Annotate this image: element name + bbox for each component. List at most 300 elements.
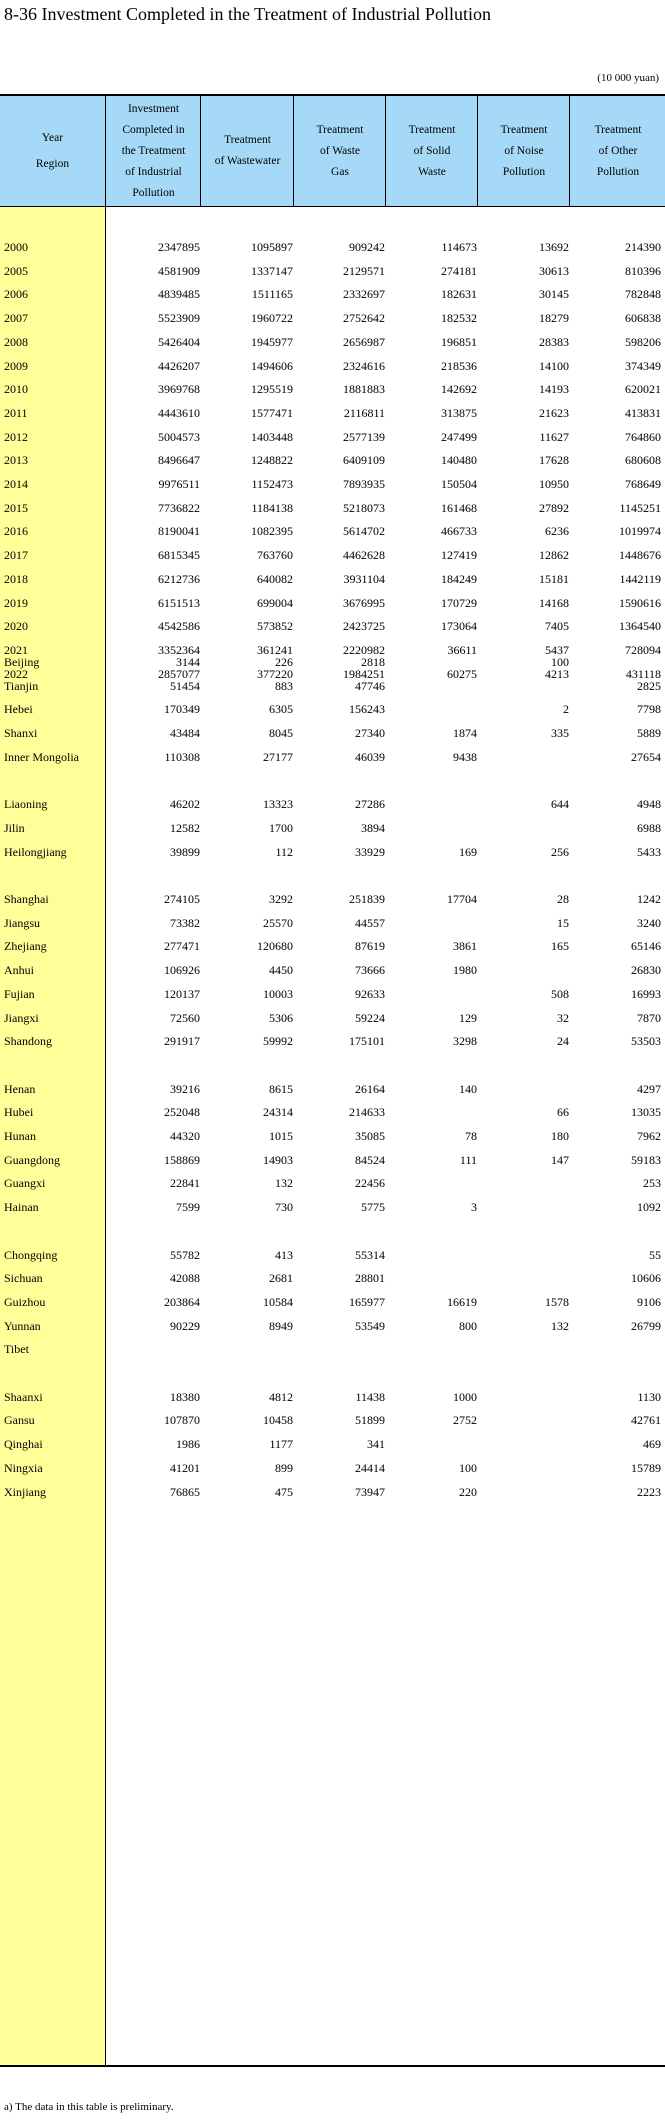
table-row [0, 1457, 665, 1481]
cell-wastewater: 120680 [257, 939, 293, 954]
cell-other: 55 [649, 1247, 661, 1262]
header-total-line: Completed in [122, 123, 185, 136]
cell-total: 9976511 [158, 477, 200, 491]
cell-waste-gas: 28801 [355, 1271, 385, 1286]
cell-wastewater: 1095897 [251, 240, 293, 254]
cell-total: 107870 [164, 1413, 200, 1428]
cell-solid-waste: 60275 [447, 666, 477, 681]
cell-solid-waste: 3298 [453, 1034, 477, 1049]
cell-solid-waste: 3861 [453, 939, 477, 954]
cell-solid-waste: 78 [465, 1129, 477, 1143]
cell-wastewater: 640082 [257, 571, 293, 586]
cell-total: 39899 [170, 844, 200, 859]
cell-waste-gas: 3931104 [343, 571, 385, 586]
cell-solid-waste: 142692 [441, 382, 477, 397]
cell-solid-waste: 140 [459, 1081, 477, 1096]
cell-total: 5523909 [158, 311, 200, 326]
cell-other: 782848 [625, 287, 661, 302]
cell-waste-gas: 22456 [355, 1176, 385, 1191]
cell-wastewater: 573852 [257, 619, 293, 634]
table-row [0, 841, 665, 865]
cell-wastewater: 1177 [269, 1437, 293, 1452]
row-label: Guizhou [4, 1294, 46, 1309]
row-label: 2000 [4, 240, 28, 254]
cell-solid-waste: 274181 [441, 263, 477, 278]
row-label: Xinjiang [4, 1484, 46, 1499]
cell-noise: 5437 [545, 642, 569, 657]
cell-noise: 18279 [539, 311, 569, 326]
cell-total: 5426404 [158, 334, 200, 349]
cell-solid-waste: 16619 [447, 1294, 477, 1309]
table-row [0, 1030, 665, 1054]
row-label: Hainan [4, 1200, 39, 1215]
unit-label: (10 000 yuan) [597, 72, 659, 84]
cell-other: 15789 [631, 1460, 661, 1475]
cell-wastewater: 1700 [269, 820, 293, 835]
cell-wastewater: 25570 [263, 915, 293, 930]
cell-total: 22841 [170, 1176, 200, 1191]
cell-total: 39216 [170, 1081, 200, 1096]
table-row [0, 1338, 665, 1362]
cell-total: 4443610 [158, 405, 200, 420]
table-row [0, 568, 665, 592]
table-row [0, 1315, 665, 1339]
cell-solid-waste: 129 [459, 1010, 477, 1025]
table-row [0, 675, 665, 699]
cell-waste-gas: 51899 [355, 1413, 385, 1428]
cell-waste-gas: 175101 [349, 1034, 385, 1049]
cell-total: 4426207 [158, 358, 200, 373]
cell-other: 253 [643, 1176, 661, 1191]
table-row [0, 307, 665, 331]
header-noise [477, 96, 570, 206]
cell-wastewater: 1403448 [251, 429, 293, 444]
cell-wastewater: 1248822 [251, 453, 293, 468]
row-label: 2011 [4, 405, 28, 420]
cell-other: 764860 [625, 429, 661, 444]
table-row [0, 520, 665, 544]
cell-other: 1130 [637, 1389, 661, 1404]
cell-solid-waste: 127419 [441, 548, 477, 563]
table-row [0, 426, 665, 450]
cell-waste-gas: 5614702 [343, 524, 385, 539]
cell-noise: 10950 [539, 477, 569, 491]
cell-wastewater: 8949 [269, 1318, 293, 1333]
cell-solid-waste: 313875 [441, 405, 477, 420]
cell-waste-gas: 27340 [355, 726, 385, 741]
cell-other: 26799 [631, 1318, 661, 1333]
cell-wastewater: 730 [275, 1200, 293, 1215]
cell-waste-gas: 5218073 [343, 500, 385, 515]
cell-wastewater: 5306 [269, 1010, 293, 1025]
cell-other: 5433 [637, 844, 661, 859]
row-label: Sichuan [4, 1271, 43, 1286]
cell-total: 55782 [170, 1247, 200, 1262]
cell-wastewater: 10584 [263, 1294, 293, 1309]
cell-waste-gas: 3894 [361, 820, 385, 835]
cell-total: 4839485 [158, 287, 200, 302]
row-label: 2015 [4, 500, 28, 515]
table-row [0, 331, 665, 355]
header-other [569, 96, 665, 206]
header-solid-waste-line: Waste [418, 165, 446, 178]
row-label: Zhejiang [4, 939, 47, 954]
cell-other: 59183 [631, 1152, 661, 1167]
cell-total: 44320 [170, 1129, 200, 1143]
cell-waste-gas: 5775 [361, 1200, 385, 1215]
table-row [0, 615, 665, 639]
cell-noise: 15 [557, 915, 569, 930]
cell-other: 2825 [637, 678, 661, 693]
header-year-region [0, 96, 105, 206]
cell-noise: 30145 [539, 287, 569, 302]
cell-total: 51454 [170, 678, 200, 693]
cell-solid-waste: 9438 [453, 749, 477, 764]
header-waste-gas-line: of Waste [319, 144, 361, 157]
cell-wastewater: 899 [275, 1460, 293, 1475]
row-label: Guangdong [4, 1152, 60, 1167]
cell-noise: 21623 [539, 405, 569, 420]
cell-noise: 32 [557, 1010, 569, 1025]
cell-wastewater: 475 [275, 1484, 293, 1499]
row-label: Hubei [4, 1105, 34, 1120]
cell-noise: 66 [557, 1105, 569, 1120]
header-waste-gas-line: Gas [331, 165, 349, 178]
cell-total: 73382 [170, 915, 200, 930]
table-row [0, 912, 665, 936]
cell-waste-gas: 11438 [355, 1389, 385, 1404]
header-noise-line: Pollution [502, 165, 546, 178]
row-label: 2013 [4, 453, 28, 468]
cell-noise: 4213 [545, 666, 569, 681]
table-title: 8-36 Investment Completed in the Treatment of Industrial Pollution [4, 4, 491, 24]
row-label: Shanxi [4, 726, 38, 741]
cell-wastewater: 3292 [269, 892, 293, 906]
cell-total: 203864 [164, 1294, 200, 1309]
table-bottom-rule [0, 2065, 665, 2067]
cell-noise: 256 [551, 844, 569, 859]
cell-waste-gas: 73666 [355, 963, 385, 978]
cell-wastewater: 10458 [263, 1413, 293, 1428]
table-row [0, 1196, 665, 1220]
cell-solid-waste: 1874 [453, 726, 477, 741]
cell-wastewater: 4812 [269, 1389, 293, 1404]
cell-solid-waste: 173064 [441, 619, 477, 634]
cell-waste-gas: 2752642 [343, 311, 385, 326]
cell-total: 6815345 [158, 548, 200, 563]
cell-noise: 1578 [545, 1294, 569, 1309]
table-row [0, 283, 665, 307]
table-row [0, 1409, 665, 1433]
header-noise-line: Treatment [500, 123, 548, 136]
cell-noise: 12862 [539, 548, 569, 563]
table-row [0, 1267, 665, 1291]
cell-noise: 2 [563, 702, 569, 717]
cell-noise: 508 [551, 986, 569, 1001]
table-row [0, 698, 665, 722]
footnote: a) The data in this table is preliminary. [4, 2101, 174, 2113]
cell-total: 3969768 [158, 382, 200, 397]
header-waste-gas-line: Treatment [316, 123, 364, 136]
cell-total: 7736822 [158, 500, 200, 515]
cell-total: 3144 [176, 655, 200, 669]
table-row [0, 1244, 665, 1268]
cell-total: 8496647 [158, 453, 200, 468]
cell-waste-gas: 44557 [355, 915, 385, 930]
cell-wastewater: 1511165 [251, 287, 293, 302]
row-label: Anhui [4, 963, 34, 978]
row-label: 2005 [4, 263, 28, 278]
cell-noise: 180 [551, 1129, 569, 1143]
cell-other: 680608 [625, 453, 661, 468]
cell-solid-waste: 140480 [441, 453, 477, 468]
table-row [0, 236, 665, 260]
row-label: Tianjin [4, 678, 39, 693]
cell-waste-gas: 1984251 [343, 666, 385, 681]
cell-total: 2347895 [158, 240, 200, 254]
cell-waste-gas: 2818 [361, 655, 385, 669]
cell-other: 469 [643, 1437, 661, 1452]
cell-other: 9106 [637, 1294, 661, 1309]
cell-other: 3240 [637, 915, 661, 930]
row-label: Gansu [4, 1413, 35, 1428]
table-row [0, 260, 665, 284]
table-row [0, 651, 665, 675]
cell-wastewater: 1960722 [251, 311, 293, 326]
cell-waste-gas: 73947 [355, 1484, 385, 1499]
cell-other: 5889 [637, 726, 661, 741]
table-row [0, 746, 665, 770]
table-row [0, 592, 665, 616]
row-label: 2016 [4, 524, 28, 539]
cell-wastewater: 1184138 [251, 500, 293, 515]
cell-total: 170349 [164, 702, 200, 717]
cell-other: 6988 [637, 820, 661, 835]
cell-wastewater: 24314 [263, 1105, 293, 1120]
header-total-line: Investment [127, 102, 180, 115]
cell-noise: 14193 [539, 382, 569, 397]
row-label: 2017 [4, 548, 28, 563]
row-label: 2022 [4, 666, 28, 681]
cell-solid-waste: 466733 [441, 524, 477, 539]
table-row [0, 983, 665, 1007]
header-solid-waste-line: Treatment [408, 123, 456, 136]
cell-wastewater: 699004 [257, 595, 293, 610]
cell-other: 810396 [625, 263, 661, 278]
cell-wastewater: 413 [275, 1247, 293, 1262]
cell-noise: 644 [551, 797, 569, 812]
cell-total: 5004573 [158, 429, 200, 444]
row-label: Shandong [4, 1034, 52, 1049]
table-row [0, 355, 665, 379]
table-row [0, 817, 665, 841]
cell-solid-waste: 1000 [453, 1389, 477, 1404]
cell-other: 16993 [631, 986, 661, 1001]
cell-total: 106926 [164, 963, 200, 978]
row-label: Qinghai [4, 1437, 43, 1452]
cell-noise: 28383 [539, 334, 569, 349]
cell-other: 2223 [637, 1484, 661, 1499]
cell-wastewater: 1494606 [251, 358, 293, 373]
cell-solid-waste: 36611 [447, 642, 477, 657]
table-header [0, 96, 665, 207]
cell-solid-waste: 218536 [441, 358, 477, 373]
cell-other: 1092 [637, 1200, 661, 1215]
cell-wastewater: 13323 [263, 797, 293, 812]
cell-noise: 28 [557, 892, 569, 906]
row-label: Heilongjiang [4, 844, 67, 859]
cell-wastewater: 883 [275, 678, 293, 693]
cell-wastewater: 1577471 [251, 405, 293, 420]
cell-noise: 14168 [539, 595, 569, 610]
cell-other: 374349 [625, 358, 661, 373]
row-label: 2018 [4, 571, 28, 586]
row-label: Jiangsu [4, 915, 40, 930]
cell-other: 7870 [637, 1010, 661, 1025]
table-row [0, 497, 665, 521]
cell-other: 7798 [637, 702, 661, 717]
cell-total: 12582 [170, 820, 200, 835]
cell-solid-waste: 1980 [453, 963, 477, 978]
cell-other: 598206 [625, 334, 661, 349]
cell-wastewater: 1295519 [251, 382, 293, 397]
header-total-line: Pollution [132, 186, 175, 199]
cell-waste-gas: 53549 [355, 1318, 385, 1333]
cell-solid-waste: 114673 [441, 240, 477, 254]
cell-wastewater: 8615 [269, 1081, 293, 1096]
cell-total: 72560 [170, 1010, 200, 1025]
cell-total: 277471 [164, 939, 200, 954]
cell-waste-gas: 6409109 [343, 453, 385, 468]
table-row [0, 1433, 665, 1457]
cell-wastewater: 1015 [269, 1129, 293, 1143]
row-label: Inner Mongolia [4, 749, 79, 764]
cell-solid-waste: 247499 [441, 429, 477, 444]
table-row [0, 1149, 665, 1173]
cell-wastewater: 8045 [269, 726, 293, 741]
cell-other: 13035 [631, 1105, 661, 1120]
cell-other: 7962 [637, 1129, 661, 1143]
cell-solid-waste: 182631 [441, 287, 477, 302]
cell-waste-gas: 92633 [355, 986, 385, 1001]
cell-total: 3352364 [158, 642, 200, 657]
header-year: Year [41, 132, 64, 144]
cell-other: 42761 [631, 1413, 661, 1428]
cell-solid-waste: 182532 [441, 311, 477, 326]
table-row [0, 1481, 665, 1505]
cell-other: 1145251 [619, 500, 661, 515]
cell-waste-gas: 2220982 [343, 642, 385, 657]
cell-other: 620021 [625, 382, 661, 397]
cell-other: 1590616 [619, 595, 661, 610]
cell-solid-waste: 150504 [441, 477, 477, 491]
cell-noise: 13692 [539, 240, 569, 254]
table-row [0, 544, 665, 568]
cell-waste-gas: 2129571 [343, 263, 385, 278]
cell-wastewater: 1337147 [251, 263, 293, 278]
table-row [0, 1101, 665, 1125]
cell-total: 6212736 [158, 571, 200, 586]
cell-total: 1986 [176, 1437, 200, 1452]
row-label: 2007 [4, 311, 28, 326]
cell-solid-waste: 3 [471, 1200, 477, 1215]
cell-waste-gas: 341 [367, 1437, 385, 1452]
cell-total: 2857077 [158, 666, 200, 681]
cell-wastewater: 4450 [269, 963, 293, 978]
cell-other: 27654 [631, 749, 661, 764]
cell-total: 6151513 [158, 595, 200, 610]
row-label: 2010 [4, 382, 28, 397]
cell-other: 10606 [631, 1271, 661, 1286]
row-label: 2019 [4, 595, 28, 610]
row-label: Shaanxi [4, 1389, 43, 1404]
header-region: Region [35, 158, 70, 170]
cell-wastewater: 1152473 [251, 477, 293, 491]
cell-noise: 7405 [545, 619, 569, 634]
row-label: Guangxi [4, 1176, 46, 1191]
table-row [0, 1078, 665, 1102]
header-total-line: the Treatment [121, 144, 186, 157]
row-label: 2012 [4, 429, 28, 444]
cell-waste-gas: 47746 [355, 678, 385, 693]
row-label: 2014 [4, 477, 28, 491]
header-wastewater [200, 96, 294, 206]
header-wastewater-line: Treatment [224, 134, 271, 146]
cell-wastewater: 132 [275, 1176, 293, 1191]
cell-waste-gas: 27286 [355, 797, 385, 812]
cell-waste-gas: 35085 [355, 1129, 385, 1143]
cell-waste-gas: 26164 [355, 1081, 385, 1096]
cell-other: 768649 [625, 477, 661, 491]
row-label: 2009 [4, 358, 28, 373]
cell-other: 728094 [625, 642, 661, 657]
cell-waste-gas: 2324616 [343, 358, 385, 373]
cell-total: 46202 [170, 797, 200, 812]
cell-waste-gas: 214633 [349, 1105, 385, 1120]
row-label: 2006 [4, 287, 28, 302]
cell-waste-gas: 251839 [349, 892, 385, 906]
cell-waste-gas: 55314 [355, 1247, 385, 1262]
cell-other: 4297 [637, 1081, 661, 1096]
header-other-line: of Other [598, 144, 638, 157]
cell-other: 413831 [625, 405, 661, 420]
cell-wastewater: 10003 [263, 986, 293, 1001]
table-row [0, 793, 665, 817]
row-label: 2021 [4, 642, 28, 657]
header-waste-gas [293, 96, 386, 206]
row-label: Chongqing [4, 1247, 58, 1262]
cell-other: 65146 [631, 939, 661, 954]
cell-solid-waste: 161468 [441, 500, 477, 515]
cell-noise: 100 [551, 655, 569, 669]
row-label: Ningxia [4, 1460, 43, 1475]
row-label: Liaoning [4, 797, 48, 812]
cell-other: 26830 [631, 963, 661, 978]
table-row [0, 959, 665, 983]
cell-solid-waste: 2752 [453, 1413, 477, 1428]
cell-waste-gas: 87619 [355, 939, 385, 954]
cell-waste-gas: 1881883 [343, 382, 385, 397]
cell-other: 1364540 [619, 619, 661, 634]
table-row [0, 378, 665, 402]
row-label: Fujian [4, 986, 35, 1001]
table-row [0, 1291, 665, 1315]
cell-wastewater: 6305 [269, 702, 293, 717]
cell-waste-gas: 2577139 [343, 429, 385, 444]
table-row [0, 1386, 665, 1410]
row-label: 2020 [4, 619, 28, 634]
cell-noise: 30613 [539, 263, 569, 278]
